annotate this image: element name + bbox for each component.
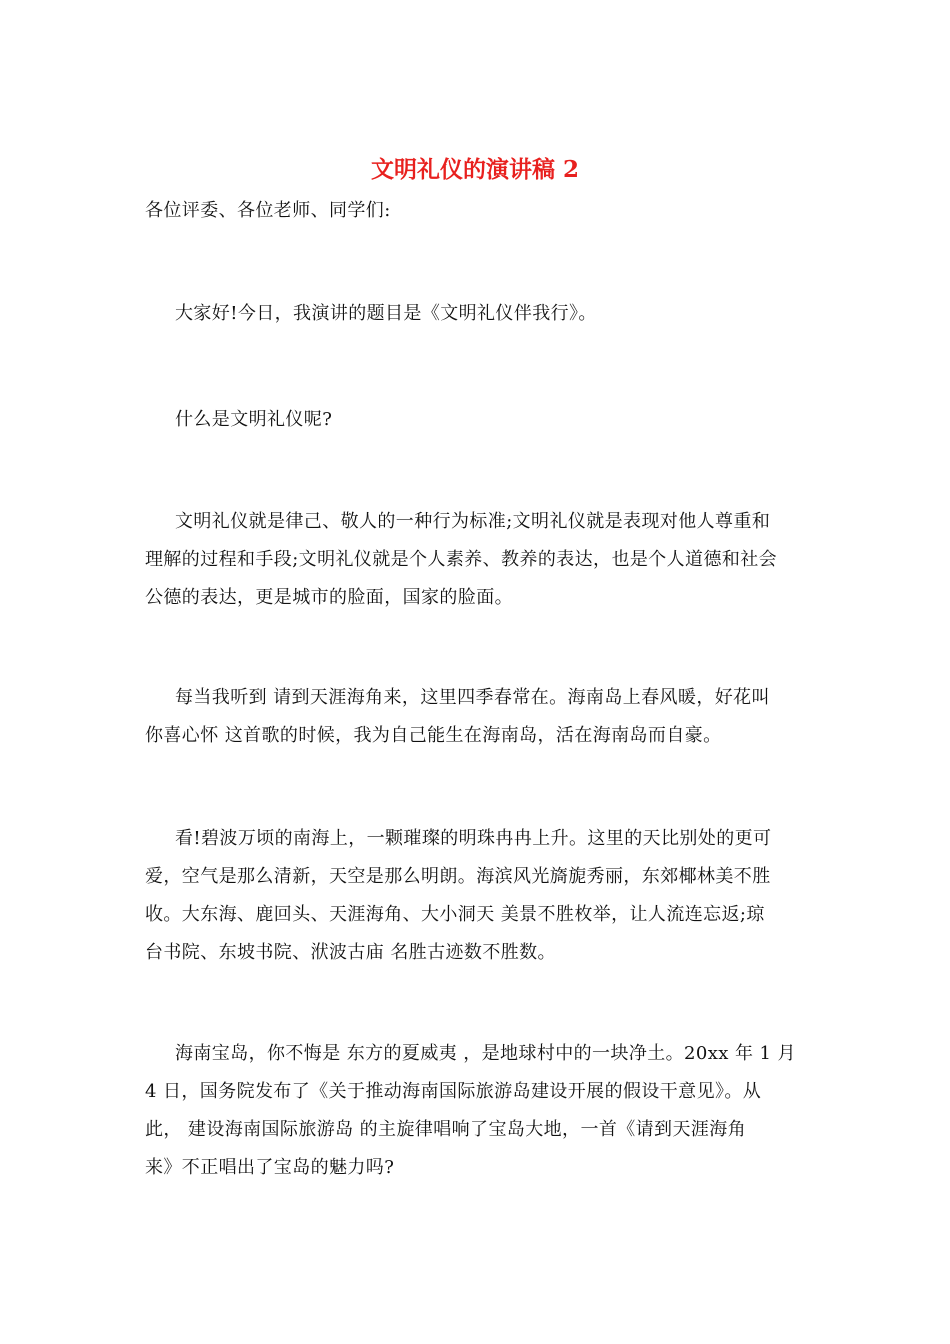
paragraph-2 <box>145 401 809 439</box>
paragraph-4 <box>145 679 809 755</box>
salutation-line: 各位评委、各位老师、同学们: <box>145 200 391 221</box>
paragraph-line: 大家好!今日，我演讲的题目是《文明礼仪伴我行》。 <box>175 303 597 324</box>
paragraph-line: 此， 建设海南国际旅游岛 的主旋律唱响了宝岛大地，一首《请到天涯海角 <box>145 1119 747 1140</box>
paragraph-line: 来》不正唱出了宝岛的魅力吗? <box>145 1157 395 1178</box>
paragraph-line: 收。大东海、鹿回头、天涯海角、大小洞天 美景不胜枚举，让人流连忘返;琼 <box>145 904 765 925</box>
paragraph-line: 海南宝岛，你不悔是 东方的夏威夷 ，是地球村中的一块净土。20xx 年 1 月 <box>175 1043 796 1064</box>
paragraph-line: 什么是文明礼仪呢? <box>175 409 333 430</box>
paragraph-line: 4 日，国务院发布了《关于推动海南国际旅游岛建设开展的假设干意见》。从 <box>145 1081 762 1102</box>
paragraph-line: 每当我听到 请到天涯海角来，这里四季春常在。海南岛上春风暖，好花叫 <box>175 687 770 708</box>
paragraph-line: 你喜心怀 这首歌的时候，我为自己能生在海南岛，活在海南岛而自豪。 <box>145 725 722 746</box>
paragraph-line: 看!碧波万顷的南海上，一颗璀璨的明珠冉冉上升。这里的天比别处的更可 <box>175 828 772 849</box>
paragraph-1 <box>145 295 809 333</box>
paragraph-line: 台书院、东坡书院、洑波古庙 名胜古迹数不胜数。 <box>145 942 556 963</box>
paragraph-6 <box>145 1035 809 1187</box>
salutation <box>145 192 809 230</box>
document-title: 文明礼仪的演讲稿 2 <box>370 156 579 183</box>
paragraph-line: 爱，空气是那么清新，天空是那么明朗。海滨风光旖旎秀丽，东郊椰林美不胜 <box>145 866 771 887</box>
paragraph-line: 文明礼仪就是律己、敬人的一种行为标准;文明礼仪就是表现对他人尊重和 <box>175 511 771 532</box>
paragraph-line: 公德的表达，更是城市的脸面，国家的脸面。 <box>145 587 513 608</box>
paragraph-line: 理解的过程和手段;文明礼仪就是个人素养、教养的表达，也是个人道德和社会 <box>145 549 778 570</box>
paragraph-3 <box>145 503 809 617</box>
paragraph-5 <box>145 820 809 972</box>
